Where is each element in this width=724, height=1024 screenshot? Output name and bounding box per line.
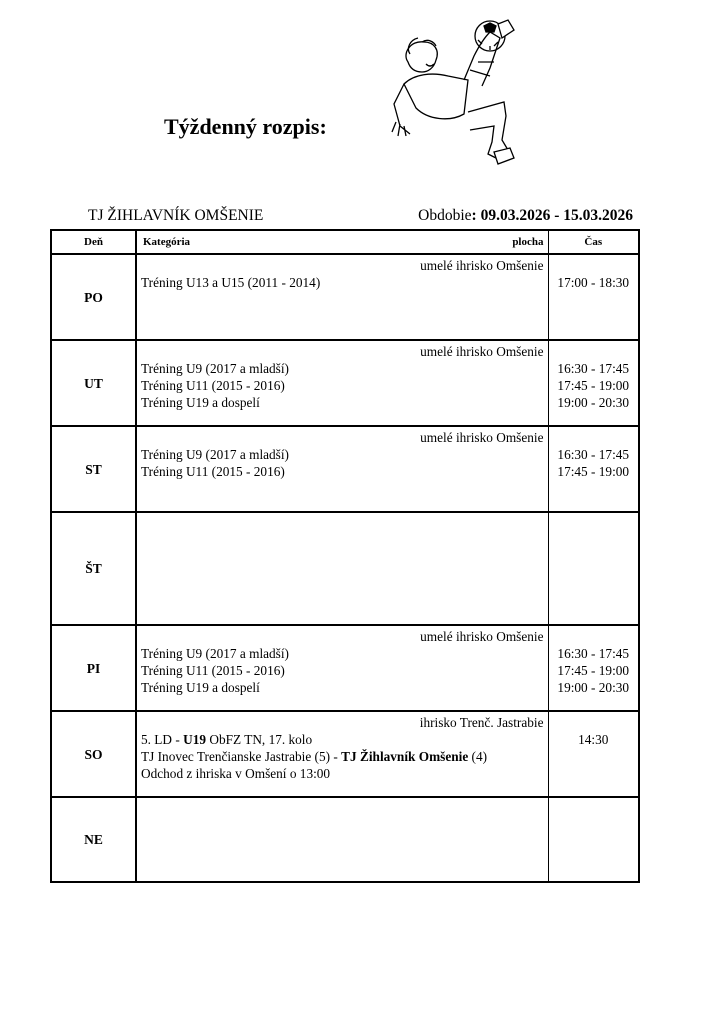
time-cell xyxy=(548,625,639,711)
category-cell xyxy=(136,711,548,797)
age-category: U19 xyxy=(183,732,207,747)
schedule-table xyxy=(50,229,640,883)
table-header-row xyxy=(51,230,639,254)
column-header-time: Čas xyxy=(548,230,639,254)
activity-item: Tréning U13 a U15 (2011 - 2014) xyxy=(141,275,321,290)
place-label: umelé ihrisko Omšenie xyxy=(420,258,544,273)
activity-item: Tréning U11 (2015 - 2016) xyxy=(141,464,285,479)
time-value: 16:30 - 17:45 xyxy=(557,361,630,376)
match-teams-line xyxy=(141,748,544,765)
day-cell: PI xyxy=(51,625,136,711)
time-value: 14:30 xyxy=(578,732,609,747)
football-player-illustration xyxy=(378,14,528,174)
away-team: TJ Žihlavník Omšenie xyxy=(341,749,469,764)
time-value: 17:45 - 19:00 xyxy=(557,378,630,393)
column-header-place-label: plocha xyxy=(512,235,544,248)
table-row-pi xyxy=(51,625,639,711)
activity-item: Tréning U9 (2017 a mladší) xyxy=(141,361,289,376)
place-label: ihrisko Trenč. Jastrabie xyxy=(419,715,544,730)
category-cell xyxy=(136,625,548,711)
column-header-category-label: Kategória xyxy=(143,235,191,248)
place-label: umelé ihrisko Omšenie xyxy=(420,344,544,359)
departure-note: Odchod z ihriska v Omšení o 13:00 xyxy=(141,766,331,781)
time-value: 19:00 - 20:30 xyxy=(557,680,630,695)
day-cell: ST xyxy=(51,426,136,512)
day-cell: SO xyxy=(51,711,136,797)
table-row-stv xyxy=(51,512,639,625)
category-cell xyxy=(136,512,548,625)
table-row-so xyxy=(51,711,639,797)
time-cell xyxy=(548,797,639,882)
time-value: 16:30 - 17:45 xyxy=(557,447,630,462)
day-cell: UT xyxy=(51,340,136,426)
table-row-ne xyxy=(51,797,639,882)
period-label: Obdobie xyxy=(418,207,472,224)
time-value: 17:00 - 18:30 xyxy=(557,275,630,290)
activity-item: Tréning U19 a dospelí xyxy=(141,395,260,410)
table-row-st xyxy=(51,426,639,512)
period xyxy=(418,207,633,225)
time-cell xyxy=(548,512,639,625)
place-label: umelé ihrisko Omšenie xyxy=(420,430,544,445)
home-team: TJ Inovec Trenčianske Jastrabie (5) - xyxy=(141,749,342,764)
time-value: 17:45 - 19:00 xyxy=(557,464,630,479)
category-cell xyxy=(136,797,548,882)
category-cell xyxy=(136,426,548,512)
activity-item: Tréning U11 (2015 - 2016) xyxy=(141,663,285,678)
time-value: 16:30 - 17:45 xyxy=(557,646,630,661)
table-row-ut xyxy=(51,340,639,426)
away-team-position: (4) xyxy=(468,749,488,764)
time-cell xyxy=(548,340,639,426)
time-cell xyxy=(548,254,639,340)
day-cell: NE xyxy=(51,797,136,882)
day-cell: ŠT xyxy=(51,512,136,625)
column-header-category xyxy=(136,230,548,254)
period-value: : 09.03.2026 - 15.03.2026 xyxy=(471,207,633,224)
category-cell xyxy=(136,254,548,340)
league-round: ObFZ TN, 17. kolo xyxy=(206,732,313,747)
column-header-day: Deň xyxy=(51,230,136,254)
time-value: 19:00 - 20:30 xyxy=(557,395,630,410)
category-cell xyxy=(136,340,548,426)
time-cell xyxy=(548,426,639,512)
club-name: TJ ŽIHLAVNÍK OMŠENIE xyxy=(88,207,264,224)
table-row-po xyxy=(51,254,639,340)
league-text: 5. LD - xyxy=(141,732,184,747)
day-cell: PO xyxy=(51,254,136,340)
page-title: Týždenný rozpis: xyxy=(164,114,327,139)
activity-item: Tréning U9 (2017 a mladší) xyxy=(141,447,289,462)
activity-item: Tréning U9 (2017 a mladší) xyxy=(141,646,289,661)
match-league-line xyxy=(141,731,544,748)
activity-item: Tréning U19 a dospelí xyxy=(141,680,260,695)
activity-item: Tréning U11 (2015 - 2016) xyxy=(141,378,285,393)
place-label: umelé ihrisko Omšenie xyxy=(420,629,544,644)
time-cell xyxy=(548,711,639,797)
time-value: 17:45 - 19:00 xyxy=(557,663,630,678)
